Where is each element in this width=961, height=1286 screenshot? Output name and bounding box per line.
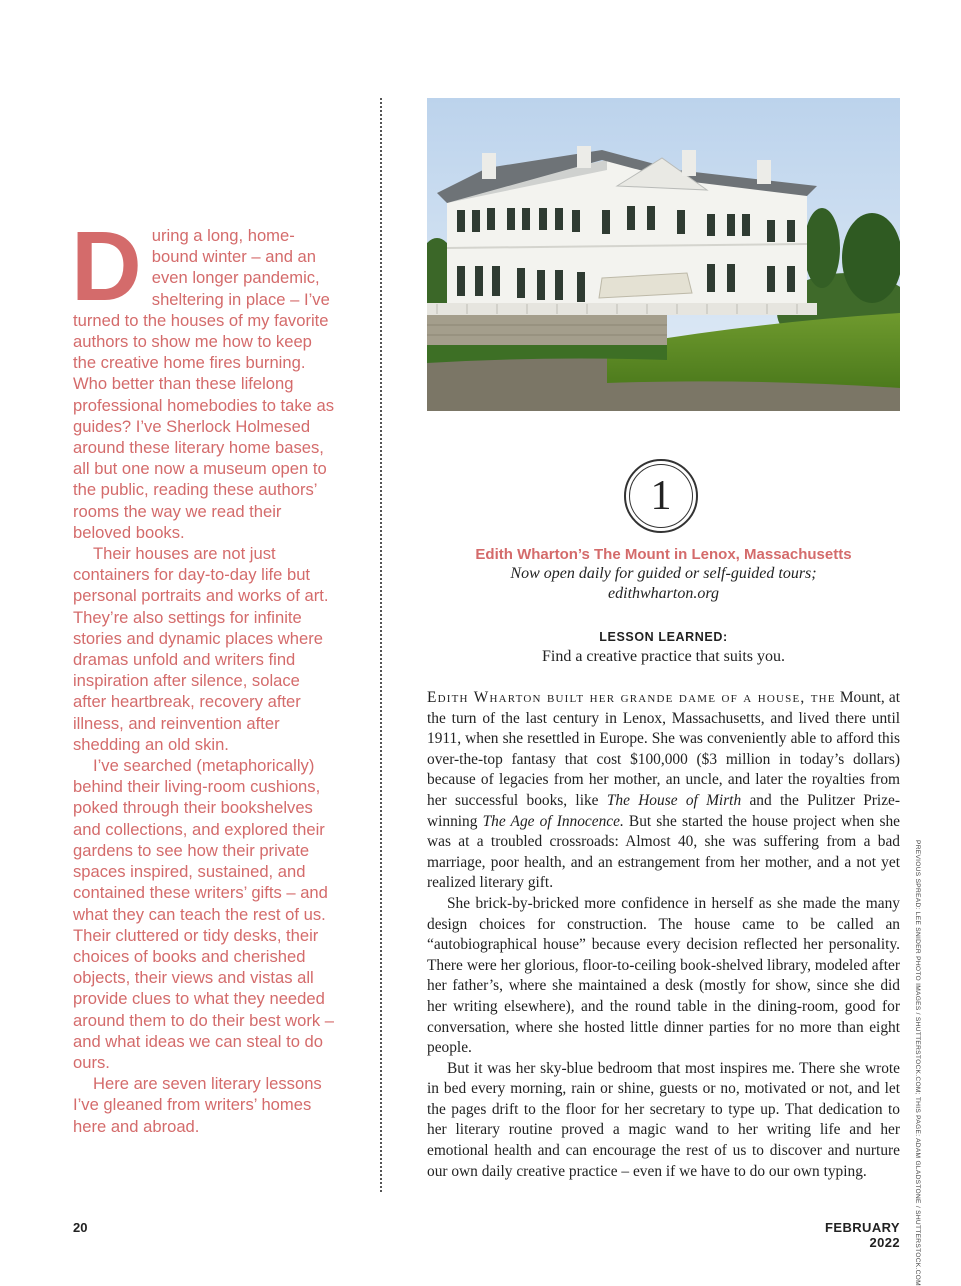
intro-paragraph-text: uring a long, home-bound winter – and an even longer pandemic, sheltering in place – I’ve turned to the houses of my favorite authors to show me how to keep the creative home fires burning. Who better than these lifelong professional homebodies to take as guides? I’ve Sherlock Holmesed around these literary home bases, all but one now a museum open to the public, reading these authors’ rooms the way we read their beloved books. xyxy=(73,226,335,542)
article-text: Mount, at the turn of the last century in Lenox, Massachusetts, and lived there until 1911, when she resettled in Europe. She was conveniently able to afford this over-the-top fantasy that cost $100,000 ($3 million in today’s dollars) because of legacies from her mother, an uncle, and later the royalties from her successful books, like xyxy=(427,689,901,809)
issue-date: FEBRUARY 2022 xyxy=(825,1220,900,1250)
article-lead-in: Edith Wharton built her grande dame of a house, the xyxy=(427,689,836,706)
intro-paragraph: Their houses are not just containers for day-to-day life but personal portraits and works of art. They’re also settings for infinite stories and dynamic places where dramas unfold and writers find inspiration after silence, solace after heartbreak, recovery after illness, and reinvention after shedding an old skin. xyxy=(73,544,329,754)
lesson-block xyxy=(427,628,900,668)
column-divider xyxy=(380,98,382,1192)
house-photo xyxy=(427,98,900,411)
entry-subtitle xyxy=(427,564,900,604)
book-title: The Age of Innocence. xyxy=(482,812,624,830)
article-text: and the Pulitzer Prize-winning xyxy=(427,791,900,830)
intro-paragraph xyxy=(71,211,335,543)
entry-subtitle-line: Now open daily for guided or self-guided tours; xyxy=(510,565,817,582)
article-text: But she started the house project when she was at a troubled crossroads: Almost 40, she was suffering from a bad marriage, poor health, and an estrangement from her mother, and a not yet realized literary gift. xyxy=(427,812,900,892)
article-paragraph: She brick-by-bricked more confidence in herself as she made the many design choices for construction. The house came to be called an “autobiographical house” because every decision reflected her personality. There were her glorious, floor-to-ceiling book-shelved library, modeled after her father’s, where she maintained a desk (mostly for show, since she did her writing elsewhere), and the round table in the dining-room, good for conversation, where she hosted little dinner parties for no more than eight people. xyxy=(427,894,900,1057)
entry-website: edithwharton.org xyxy=(608,585,719,602)
article-paragraph: But it was her sky-blue bedroom that most inspires me. There she wrote in bed every morning, rain or shine, guests or no, motivated or not, and let the pages drift to the floor for her secretary to type up. That dedication to her literary routine proved a magic wand to her writing life and her emotional health and can encourage the rest of us to discover and nurture our own daily creative practice – even if we have to do our own typing. xyxy=(427,1059,900,1180)
intro-column xyxy=(71,211,335,1137)
intro-paragraph: I’ve searched (metaphorically) behind their living-room cushions, poked through their bookshelves and collections, and explored their gardens to see how their private spaces inspired, sustained, and contained these writers’ gifts – and what they can teach the rest of us. Their cluttered or tidy desks, their choices of books and cherished objects, their views and vistas all provide clues to what they needed around them to do their best work – and what ideas we can steal to do ours. xyxy=(73,756,335,1072)
lesson-label: LESSON LEARNED: xyxy=(599,630,728,644)
article-body xyxy=(427,688,900,1182)
entry-number-badge xyxy=(624,459,698,533)
drop-cap: D xyxy=(71,211,142,321)
entry-number: 1 xyxy=(650,473,672,519)
entry-caption xyxy=(427,546,900,604)
entry-title: Edith Wharton’s The Mount in Lenox, Massachusetts xyxy=(475,546,852,563)
photo-credit: PREVIOUS SPREAD: LEE SNIDER PHOTO IMAGES / SHUTTERSTOCK.COM; THIS PAGE: ADAM GLADSTONE / SHUTTERSTOCK.COM xyxy=(914,840,921,1286)
intro-paragraph: Here are seven literary lessons I’ve gleaned from writers’ homes here and abroad. xyxy=(73,1074,322,1136)
article-paragraph xyxy=(427,688,900,894)
book-title: The House of Mirth xyxy=(606,791,742,809)
lesson-text: Find a creative practice that suits you. xyxy=(541,648,786,665)
page-number: 20 xyxy=(73,1220,88,1235)
